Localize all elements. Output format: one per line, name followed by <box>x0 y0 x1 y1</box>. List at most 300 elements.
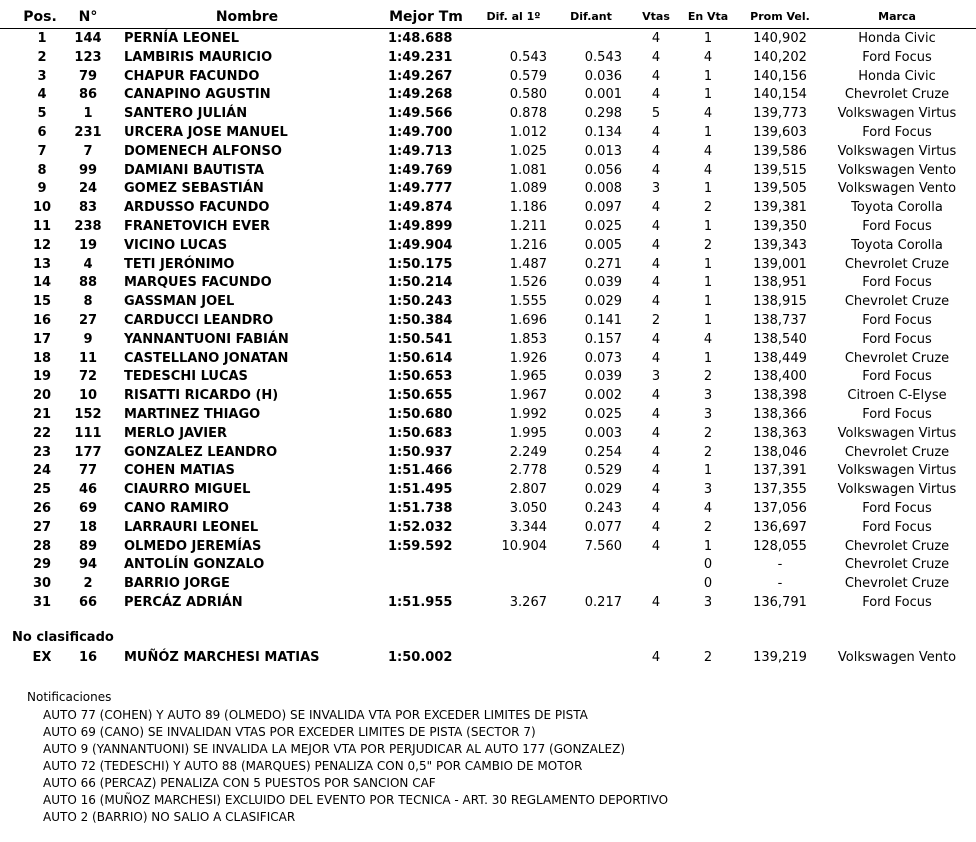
notification-item: AUTO 77 (COHEN) Y AUTO 89 (OLMEDO) SE INVALIDA VTA POR EXCEDER LIMITES DE PISTA <box>43 708 588 722</box>
cell-nombre: COHEN MATIAS <box>124 463 235 479</box>
section-title-no-clasificado: No clasificado <box>12 630 114 645</box>
cell-dif-1: 3.050 <box>509 501 547 516</box>
cell-prom-vel: 140,156 <box>753 68 807 84</box>
table-row <box>0 104 976 123</box>
cell-pos: 19 <box>32 369 52 385</box>
cell-dif-ant: 0.134 <box>584 125 622 140</box>
cell-vtas: 4 <box>651 425 661 441</box>
cell-marca: Ford Focus <box>862 501 932 516</box>
cell-en-vta: 2 <box>703 650 713 665</box>
table-row <box>0 179 976 198</box>
cell-vtas: 4 <box>651 200 661 216</box>
table-row <box>0 311 976 330</box>
cell-num: 24 <box>78 181 98 197</box>
cell-marca: Ford Focus <box>862 331 932 347</box>
cell-dif-ant: 0.217 <box>584 595 622 610</box>
cell-marca: Ford Focus <box>862 219 932 234</box>
cell-en-vta: 1 <box>703 68 713 84</box>
cell-dif-1: 1.186 <box>509 200 547 216</box>
cell-vtas: 4 <box>651 463 661 479</box>
cell-num: 86 <box>78 87 98 103</box>
cell-dif-ant: 0.039 <box>584 275 622 291</box>
table-row <box>0 480 976 499</box>
cell-nombre: ANTOLÍN GONZALO <box>124 557 265 573</box>
cell-prom-vel: 139,586 <box>753 143 807 159</box>
cell-dif-ant: 0.001 <box>584 87 622 103</box>
table-row <box>0 593 976 612</box>
cell-num: 11 <box>78 350 98 366</box>
cell-prom-vel: 136,697 <box>753 519 807 535</box>
cell-marca: Chevrolet Cruze <box>844 350 950 366</box>
cell-pos: 13 <box>32 256 52 272</box>
cell-dif-1: 1.555 <box>509 294 547 310</box>
cell-nombre: MERLO JAVIER <box>124 425 228 441</box>
cell-pos: 4 <box>37 87 47 103</box>
table-row <box>0 330 976 349</box>
cell-prom-vel: - <box>777 576 783 592</box>
cell-nombre: URCERA JOSE MANUEL <box>124 125 288 140</box>
cell-num: 123 <box>74 49 102 65</box>
cell-prom-vel: 128,055 <box>753 538 807 554</box>
cell-marca: Ford Focus <box>862 407 932 422</box>
cell-vtas: 4 <box>651 407 661 422</box>
cell-nombre: MUÑÓZ MARCHESI MATIAS <box>124 650 320 665</box>
cell-marca: Honda Civic <box>858 31 936 46</box>
cell-dif-ant: 0.029 <box>584 482 622 498</box>
cell-prom-vel: 140,154 <box>753 87 807 103</box>
cell-num: 27 <box>78 313 98 328</box>
cell-dif-1: 1.967 <box>509 388 547 404</box>
cell-marca: Chevrolet Cruze <box>844 444 950 460</box>
cell-pos: 3 <box>37 68 47 84</box>
cell-marca: Chevrolet Cruze <box>844 557 950 573</box>
cell-en-vta: 1 <box>703 219 713 234</box>
table-row <box>0 217 976 236</box>
cell-pos: 27 <box>32 519 52 535</box>
table-row <box>0 29 976 48</box>
cell-vtas: 4 <box>651 143 661 159</box>
cell-en-vta: 1 <box>703 125 713 140</box>
cell-marca: Volkswagen Virtus <box>837 106 957 122</box>
cell-nombre: YANNANTUONI FABIÁN <box>124 331 289 347</box>
cell-dif-ant: 0.036 <box>584 68 622 84</box>
cell-num: 19 <box>78 237 98 253</box>
cell-en-vta: 3 <box>703 595 713 610</box>
cell-mejor-tm: 1:50.002 <box>388 650 453 665</box>
cell-prom-vel: 137,355 <box>753 482 807 498</box>
cell-num: 111 <box>74 425 102 441</box>
cell-prom-vel: 140,902 <box>753 31 807 46</box>
cell-vtas: 2 <box>651 313 661 328</box>
cell-nombre: OLMEDO JEREMÍAS <box>124 538 262 554</box>
table-row <box>0 292 976 311</box>
cell-pos: 2 <box>37 49 47 65</box>
table-row <box>0 367 976 386</box>
cell-dif-1: 2.778 <box>509 463 547 479</box>
cell-nombre: DOMENECH ALFONSO <box>124 143 282 159</box>
cell-en-vta: 4 <box>703 162 713 178</box>
cell-prom-vel: 137,391 <box>753 463 807 479</box>
cell-marca: Ford Focus <box>862 125 932 140</box>
cell-pos: 1 <box>37 31 47 46</box>
cell-marca: Volkswagen Vento <box>837 162 957 178</box>
cell-nombre: CANAPINO AGUSTIN <box>124 87 271 103</box>
cell-dif-1: 1.487 <box>509 256 547 272</box>
cell-mejor-tm: 1:50.541 <box>388 331 453 347</box>
cell-marca: Ford Focus <box>862 519 932 535</box>
cell-nombre: PERNÍA LEONEL <box>124 31 239 46</box>
cell-marca: Ford Focus <box>862 369 932 385</box>
cell-prom-vel: 138,915 <box>753 294 807 310</box>
cell-dif-1: 0.543 <box>509 49 547 65</box>
cell-en-vta: 2 <box>703 237 713 253</box>
cell-prom-vel: 139,219 <box>753 650 807 665</box>
cell-vtas: 3 <box>651 369 661 385</box>
cell-prom-vel: 139,343 <box>753 237 807 253</box>
notification-item: AUTO 2 (BARRIO) NO SALIO A CLASIFICAR <box>43 810 296 824</box>
cell-dif-ant: 0.254 <box>584 444 622 460</box>
cell-nombre: LAMBIRIS MAURICIO <box>124 49 273 65</box>
cell-prom-vel: 138,951 <box>753 275 807 291</box>
cell-marca: Chevrolet Cruze <box>844 87 950 103</box>
cell-prom-vel: 138,449 <box>753 350 807 366</box>
cell-num: 99 <box>78 162 98 178</box>
cell-dif-1: 1.089 <box>509 181 547 197</box>
cell-nombre: CANO RAMIRO <box>124 501 229 516</box>
cell-pos: 16 <box>32 313 52 328</box>
header-dif-1: Dif. al 1º <box>486 10 541 23</box>
cell-mejor-tm: 1:49.713 <box>388 143 453 159</box>
table-row <box>0 555 976 574</box>
cell-nombre: CARDUCCI LEANDRO <box>124 313 274 328</box>
cell-nombre: SANTERO JULIÁN <box>124 106 248 122</box>
cell-pos: 7 <box>37 143 47 159</box>
cell-nombre: LARRAURI LEONEL <box>124 519 259 535</box>
cell-nombre: GONZALEZ LEANDRO <box>124 444 278 460</box>
cell-en-vta: 3 <box>703 482 713 498</box>
cell-dif-ant: 0.005 <box>584 237 622 253</box>
cell-dif-ant: 0.002 <box>584 388 622 404</box>
cell-en-vta: 3 <box>703 407 713 422</box>
cell-dif-ant: 0.243 <box>584 501 622 516</box>
cell-mejor-tm: 1:50.214 <box>388 275 453 291</box>
cell-num: 72 <box>78 369 98 385</box>
cell-vtas: 4 <box>651 87 661 103</box>
cell-mejor-tm: 1:48.688 <box>388 31 453 46</box>
table-row <box>0 424 976 443</box>
cell-nombre: RISATTI RICARDO (H) <box>124 388 279 404</box>
cell-mejor-tm: 1:49.904 <box>388 237 453 253</box>
cell-nombre: VICINO LUCAS <box>124 237 228 253</box>
cell-marca: Chevrolet Cruze <box>844 538 950 554</box>
cell-marca: Citroen C-Elyse <box>847 388 947 404</box>
cell-dif-1: 3.267 <box>509 595 547 610</box>
cell-prom-vel: 138,398 <box>753 388 807 404</box>
cell-pos: 30 <box>32 576 52 592</box>
table-row <box>0 461 976 480</box>
cell-en-vta: 1 <box>703 313 713 328</box>
cell-en-vta: 1 <box>703 350 713 366</box>
cell-en-vta: 3 <box>703 388 713 404</box>
cell-vtas: 4 <box>651 68 661 84</box>
cell-marca: Ford Focus <box>862 49 932 65</box>
cell-num: 83 <box>78 200 98 216</box>
cell-nombre: TEDESCHI LUCAS <box>124 369 248 385</box>
cell-marca: Honda Civic <box>858 68 936 84</box>
cell-vtas: 4 <box>651 31 661 46</box>
cell-pos: 17 <box>32 331 52 347</box>
cell-vtas: 4 <box>651 294 661 310</box>
table-header <box>0 6 976 29</box>
cell-en-vta: 4 <box>703 106 713 122</box>
cell-num: 79 <box>78 68 98 84</box>
cell-pos: 11 <box>32 219 52 234</box>
cell-prom-vel: - <box>777 557 783 573</box>
cell-num: 89 <box>78 538 98 554</box>
cell-en-vta: 0 <box>703 557 713 573</box>
table-row <box>0 48 976 67</box>
cell-nombre: ARDUSSO FACUNDO <box>124 200 270 216</box>
table-row <box>0 537 976 556</box>
cell-pos: 10 <box>32 200 52 216</box>
table-row <box>0 255 976 274</box>
table-row <box>0 386 976 405</box>
cell-mejor-tm: 1:51.466 <box>388 463 453 479</box>
cell-dif-ant: 0.077 <box>584 519 622 535</box>
cell-nombre: CIAURRO MIGUEL <box>124 482 251 498</box>
cell-dif-1: 1.216 <box>509 237 547 253</box>
cell-marca: Volkswagen Virtus <box>837 482 957 498</box>
cell-marca: Volkswagen Vento <box>837 650 957 665</box>
cell-num: 7 <box>83 143 93 159</box>
cell-dif-ant: 0.529 <box>584 463 622 479</box>
table-row <box>0 405 976 424</box>
header-num: N° <box>78 9 98 25</box>
cell-dif-ant: 0.073 <box>584 350 622 366</box>
cell-vtas: 4 <box>651 519 661 535</box>
cell-prom-vel: 139,515 <box>753 162 807 178</box>
notification-item: AUTO 16 (MUÑOZ MARCHESI) EXCLUIDO DEL EVENTO POR TECNICA - ART. 30 REGLAMENTO DEPORTIVO <box>43 793 669 807</box>
cell-vtas: 4 <box>651 49 661 65</box>
cell-en-vta: 2 <box>703 444 713 460</box>
cell-pos: 20 <box>32 388 52 404</box>
cell-en-vta: 2 <box>703 425 713 441</box>
cell-marca: Chevrolet Cruze <box>844 256 950 272</box>
cell-en-vta: 4 <box>703 49 713 65</box>
cell-mejor-tm: 1:49.267 <box>388 68 453 84</box>
cell-prom-vel: 138,046 <box>753 444 807 460</box>
cell-vtas: 4 <box>651 162 661 178</box>
cell-num: 152 <box>74 407 102 422</box>
table-row <box>0 85 976 104</box>
table-row <box>0 198 976 217</box>
cell-dif-1: 10.904 <box>501 538 547 554</box>
cell-vtas: 4 <box>651 650 661 665</box>
cell-dif-ant: 0.271 <box>584 256 622 272</box>
cell-nombre: BARRIO JORGE <box>124 576 230 592</box>
cell-mejor-tm: 1:50.680 <box>388 407 453 422</box>
cell-prom-vel: 138,366 <box>753 407 807 422</box>
cell-nombre: TETI JERÓNIMO <box>124 256 235 272</box>
cell-dif-ant: 0.029 <box>584 294 622 310</box>
cell-vtas: 5 <box>651 106 661 122</box>
notifications-list <box>43 707 668 826</box>
cell-pos: 26 <box>32 501 52 516</box>
cell-mejor-tm: 1:50.243 <box>388 294 453 310</box>
cell-num: 1 <box>83 106 93 122</box>
cell-dif-1: 0.580 <box>509 87 547 103</box>
cell-pos: 23 <box>32 444 52 460</box>
cell-en-vta: 1 <box>703 256 713 272</box>
cell-mejor-tm: 1:50.683 <box>388 425 453 441</box>
header-en-vta: En Vta <box>687 10 729 23</box>
cell-marca: Ford Focus <box>862 313 932 328</box>
cell-dif-ant: 0.056 <box>584 162 622 178</box>
cell-num: 231 <box>74 125 102 140</box>
header-pos: Pos. <box>23 9 57 25</box>
table-row <box>0 123 976 142</box>
cell-nombre: CASTELLANO JONATAN <box>124 350 289 366</box>
cell-prom-vel: 139,350 <box>753 219 807 234</box>
notification-item: AUTO 9 (YANNANTUONI) SE INVALIDA LA MEJOR VTA POR PERJUDICAR AL AUTO 177 (GONZALEZ) <box>43 742 626 756</box>
cell-en-vta: 1 <box>703 538 713 554</box>
cell-vtas: 4 <box>651 237 661 253</box>
cell-vtas: 4 <box>651 444 661 460</box>
cell-dif-1: 1.853 <box>509 331 547 347</box>
cell-prom-vel: 138,540 <box>753 331 807 347</box>
cell-num: 77 <box>78 463 98 479</box>
cell-num: 16 <box>78 650 98 665</box>
cell-dif-1: 1.526 <box>509 275 547 291</box>
cell-marca: Chevrolet Cruze <box>844 576 950 592</box>
cell-mejor-tm: 1:49.268 <box>388 87 453 103</box>
cell-pos: 29 <box>32 557 52 573</box>
cell-prom-vel: 139,773 <box>753 106 807 122</box>
cell-num: 46 <box>78 482 98 498</box>
cell-vtas: 4 <box>651 388 661 404</box>
cell-prom-vel: 139,603 <box>753 125 807 140</box>
cell-marca: Volkswagen Virtus <box>837 463 957 479</box>
notification-item: AUTO 69 (CANO) SE INVALIDAN VTAS POR EXCEDER LIMITES DE PISTA (SECTOR 7) <box>43 725 536 739</box>
cell-dif-ant: 0.008 <box>584 181 622 197</box>
cell-mejor-tm: 1:49.769 <box>388 162 453 178</box>
cell-num: 18 <box>78 519 98 535</box>
cell-pos: 21 <box>32 407 52 422</box>
cell-vtas: 4 <box>651 538 661 554</box>
notification-item: AUTO 66 (PERCAZ) PENALIZA CON 5 PUESTOS POR SANCION CAF <box>43 776 436 790</box>
table-row <box>0 273 976 292</box>
cell-dif-ant: 7.560 <box>584 538 622 554</box>
cell-dif-ant: 0.298 <box>584 106 622 122</box>
cell-dif-ant: 0.003 <box>584 425 622 441</box>
cell-dif-1: 1.012 <box>509 125 547 140</box>
cell-marca: Volkswagen Virtus <box>837 425 957 441</box>
cell-pos: 31 <box>32 595 52 610</box>
cell-num: 4 <box>83 256 93 272</box>
cell-pos: 12 <box>32 237 52 253</box>
cell-dif-1: 2.249 <box>509 444 547 460</box>
cell-vtas: 4 <box>651 501 661 516</box>
table-row <box>0 648 976 667</box>
cell-pos: 28 <box>32 538 52 554</box>
cell-nombre: MARQUES FACUNDO <box>124 275 272 291</box>
cell-mejor-tm: 1:49.566 <box>388 106 453 122</box>
cell-vtas: 4 <box>651 350 661 366</box>
cell-en-vta: 1 <box>703 294 713 310</box>
header-vtas: Vtas <box>642 10 670 23</box>
cell-num: 144 <box>74 31 102 46</box>
cell-pos: 6 <box>37 125 47 140</box>
cell-dif-1: 1.995 <box>509 425 547 441</box>
cell-pos: EX <box>32 650 52 665</box>
header-marca: Marca <box>878 10 916 23</box>
header-mejor-tm: Mejor Tm <box>389 9 463 25</box>
cell-en-vta: 2 <box>703 369 713 385</box>
cell-prom-vel: 140,202 <box>753 49 807 65</box>
cell-nombre: GOMEZ SEBASTIÁN <box>124 181 264 197</box>
cell-mejor-tm: 1:50.384 <box>388 313 453 328</box>
cell-marca: Toyota Corolla <box>851 237 943 253</box>
cell-prom-vel: 139,381 <box>753 200 807 216</box>
header-prom-vel: Prom Vel. <box>750 10 810 23</box>
cell-dif-1: 1.081 <box>509 162 547 178</box>
cell-mejor-tm: 1:49.899 <box>388 219 453 234</box>
cell-marca: Volkswagen Virtus <box>837 143 957 159</box>
cell-marca: Ford Focus <box>862 275 932 291</box>
table-row <box>0 349 976 368</box>
cell-en-vta: 0 <box>703 576 713 592</box>
cell-prom-vel: 137,056 <box>753 501 807 516</box>
cell-nombre: CHAPUR FACUNDO <box>124 68 260 84</box>
cell-pos: 5 <box>37 106 47 122</box>
cell-mejor-tm: 1:52.032 <box>388 519 453 535</box>
cell-en-vta: 4 <box>703 331 713 347</box>
cell-prom-vel: 139,505 <box>753 181 807 197</box>
cell-en-vta: 1 <box>703 31 713 46</box>
cell-dif-ant: 0.097 <box>584 200 622 216</box>
cell-marca: Toyota Corolla <box>851 200 943 216</box>
cell-dif-1: 1.992 <box>509 407 547 422</box>
cell-dif-1: 0.579 <box>509 68 547 84</box>
cell-marca: Chevrolet Cruze <box>844 294 950 310</box>
cell-prom-vel: 136,791 <box>753 595 807 610</box>
cell-pos: 14 <box>32 275 52 291</box>
cell-nombre: DAMIANI BAUTISTA <box>124 162 265 178</box>
cell-vtas: 3 <box>651 181 661 197</box>
cell-mejor-tm: 1:50.655 <box>388 388 453 404</box>
cell-nombre: GASSMAN JOEL <box>124 294 235 310</box>
cell-vtas: 4 <box>651 275 661 291</box>
cell-marca: Ford Focus <box>862 595 932 610</box>
cell-dif-ant: 0.141 <box>584 313 622 328</box>
cell-dif-1: 1.965 <box>509 369 547 385</box>
cell-num: 9 <box>83 331 93 347</box>
cell-mejor-tm: 1:50.614 <box>388 350 453 366</box>
cell-mejor-tm: 1:50.175 <box>388 256 453 272</box>
cell-mejor-tm: 1:50.937 <box>388 444 453 460</box>
table-row <box>0 499 976 518</box>
cell-dif-1: 1.211 <box>509 219 547 234</box>
cell-mejor-tm: 1:49.231 <box>388 49 453 65</box>
cell-mejor-tm: 1:51.495 <box>388 482 453 498</box>
cell-pos: 24 <box>32 463 52 479</box>
cell-mejor-tm: 1:51.955 <box>388 595 453 610</box>
table-row <box>0 142 976 161</box>
cell-pos: 25 <box>32 482 52 498</box>
cell-en-vta: 4 <box>703 143 713 159</box>
table-row <box>0 161 976 180</box>
table-row <box>0 574 976 593</box>
